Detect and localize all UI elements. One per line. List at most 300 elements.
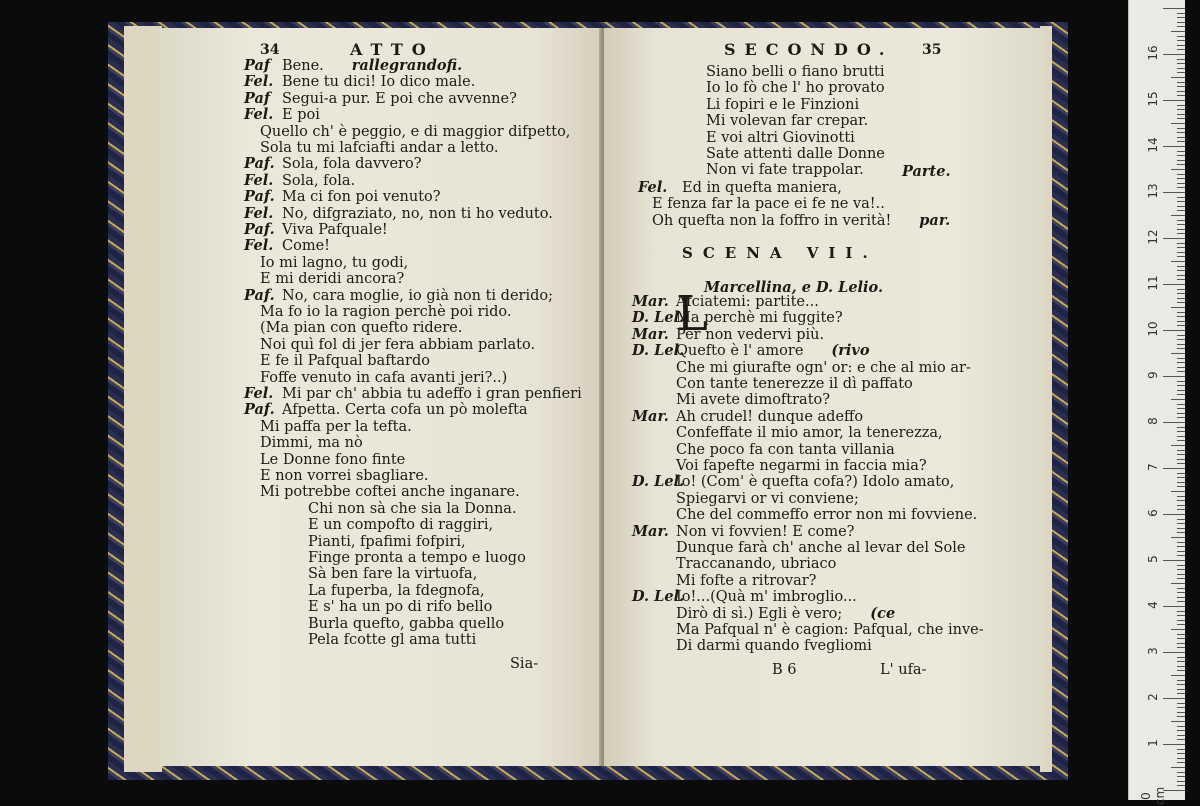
line-text: Pela fcotte gl ama tutti [308,632,477,648]
ruler-label: 1 [1146,739,1160,747]
ruler-tick [1177,592,1185,593]
ruler-tick [1177,22,1185,23]
line-text: Ma perchè mi fuggite? [676,310,843,327]
speaker-abbrev: Paf. [244,221,275,238]
text-line [632,392,830,408]
ruler-tick [1177,781,1185,782]
text-line [244,222,388,238]
text-line [244,550,526,566]
ruler-tick [1177,693,1185,694]
ruler-tick [1177,26,1185,27]
running-header-left: ATTO [350,40,435,59]
ruler-tick [1177,408,1185,409]
catchword-left: Sia- [510,656,539,672]
text-line [244,320,462,336]
text-line [244,452,405,468]
ruler-tick [1177,178,1185,179]
ruler-tick [1177,785,1185,786]
ruler-tick [1177,210,1185,211]
ruler-tick [1177,684,1185,685]
ruler-tick [1177,615,1185,616]
ruler-tick [1177,532,1185,533]
line-text: (Ma pian con quefto ridere. [260,320,463,337]
stage-direction-parte: Parte. [902,163,951,180]
ruler-tick [1177,482,1185,483]
ruler-tick [1177,321,1185,322]
line-text: Con tante tenerezze il dì paffato [676,376,913,392]
ruler-tick [1177,601,1185,602]
line-text: E poi [282,107,320,124]
ruler-tick [1177,266,1185,267]
ruler-tick [1177,762,1185,763]
line-text: La fuperba, la fdegnofa, [308,582,485,599]
text-line: E voi altri Giovinotti [706,129,855,146]
right-page [604,28,1044,766]
ruler-tick [1177,279,1185,280]
ruler-tick [1177,252,1185,253]
ruler-tick [1177,555,1185,556]
left-page-edges [124,26,162,772]
text-line [632,606,895,622]
ruler-tick [1177,275,1185,276]
ruler-tick [1177,160,1185,161]
ruler-tick [1177,703,1185,704]
ruler-tick [1177,86,1185,87]
text-line [244,353,430,369]
line-text: Afpetta. Certa cofa un pò molefta [282,402,528,419]
ruler-tick [1177,689,1185,690]
ruler-tick [1177,91,1185,92]
ruler-tick [1177,578,1185,579]
ruler-tick [1177,670,1185,671]
ruler-tick [1177,758,1185,759]
ruler-label: 3 [1146,647,1160,655]
text-line [244,74,475,90]
ruler-tick [1177,404,1185,405]
text-line [632,474,954,490]
line-text: Dimmi, ma nò [260,435,363,452]
line-text: Confeffate il mio amor, la tenerezza, [676,425,943,442]
ruler-tick [1177,680,1185,681]
ruler-tick [1177,496,1185,497]
ruler-tick [1177,312,1185,313]
line-text: Afciatemi: partite... [676,294,819,310]
ruler-tick [1177,542,1185,543]
text-line [244,58,462,74]
ruler-tick [1171,445,1185,446]
ruler-tick [1177,450,1185,451]
ruler-tick [1177,325,1185,326]
text-line: Mi volevan far crepar. [706,113,869,130]
ruler-tick [1177,17,1185,18]
ruler-label: 12 [1146,229,1160,245]
line-text: Ma ci fon poi venuto? [282,189,441,206]
speaker-abbrev: Mar. [632,325,669,343]
ruler-tick [1177,298,1185,299]
text-line [244,107,320,123]
ruler-label: 7 [1146,463,1160,471]
ruler-tick [1177,574,1185,575]
line-text: Le Donne fono finte [260,451,406,468]
ruler-tick [1177,105,1185,106]
speaker-abbrev: Fel. [244,204,274,222]
line-text: E non vorrei sbagliare. [260,468,429,484]
line-text: No, difgraziato, no, non ti ho veduto. [282,205,553,222]
signature-mark: B 6 [772,662,797,678]
ruler-label: 8 [1146,417,1160,425]
text-line [244,156,421,172]
ruler-tick [1171,537,1185,538]
ruler-tick [1177,63,1185,64]
line-text: Ah crudel! dunque adeffo [676,408,864,425]
ruler-label: 6 [1146,509,1160,517]
text-line [632,589,857,605]
ruler-tick [1177,509,1185,510]
line-text: Oh quefta non la foffro in verità! [652,212,892,229]
ruler-tick [1177,413,1185,414]
line-text: Dirò di sì.) Egli è vero; [676,605,843,622]
line-text: E fenza far la pace ei fe ne va!.. [652,196,885,213]
line-text: Sola, fola davvero? [282,156,422,173]
line-text: Quello ch' è peggio, e di maggior difpetto, [260,123,571,140]
ruler-tick [1177,233,1185,234]
text-line [244,271,404,287]
ruler-tick [1177,289,1185,290]
ruler-tick [1177,362,1185,363]
ruler-tick [1177,137,1185,138]
ruler-tick [1177,95,1185,96]
speaker-abbrev: Paf. [244,401,275,419]
ruler-tick [1177,367,1185,368]
ruler-tick [1177,739,1185,740]
text-line: Sate attenti dalle Donne [706,146,885,162]
ruler-tick [1177,772,1185,773]
text-line [632,327,824,343]
ruler-tick [1177,657,1185,658]
ruler-tick [1177,597,1185,598]
line-text: E fe il Pafqual baftardo [260,353,430,370]
ruler-tick [1177,661,1185,662]
text-line: Non vi fate trappolar. [706,162,864,179]
ruler-tick [1163,468,1185,469]
ruler-tick [1177,519,1185,520]
ruler-tick [1163,284,1185,285]
ruler-tick [1177,371,1185,372]
text-line [244,91,517,107]
ruler-tick [1177,427,1185,428]
ruler-tick [1177,620,1185,621]
ruler-tick [1177,118,1185,119]
text-line [632,507,977,523]
ruler-tick [1163,100,1185,101]
text-line [244,337,535,353]
text-line [244,206,553,222]
text-line [632,376,913,392]
ruler-tick [1177,473,1185,474]
ruler-tick [1171,169,1185,170]
page-number-right: 35 [922,42,942,58]
text-line [632,294,819,310]
ruler-tick [1171,491,1185,492]
text-line [632,573,816,589]
ruler-tick [1177,666,1185,667]
ruler-tick [1177,624,1185,625]
speaker-abbrev: Fel. [638,179,668,196]
ruler-tick [1177,151,1185,152]
ruler-tick [1171,399,1185,400]
line-text: Spiegarvi or vi conviene; [676,490,859,507]
catchword-right: L' ufa- [880,662,927,678]
ruler-label: 10 [1146,321,1160,337]
speaker-abbrev: Paf [244,89,271,107]
ruler-tick [1163,376,1185,377]
text-line [244,583,485,599]
text-line [244,517,493,533]
ruler-tick [1177,82,1185,83]
speaker-abbrev: Mar. [632,293,669,310]
text-line: Io lo fò che l' ho provato [706,80,885,97]
ruler-tick [1177,293,1185,294]
line-text: Dunque farà ch' anche al levar del Sole [676,540,966,556]
ruler-tick [1177,339,1185,340]
running-header-right: SECONDO. [724,40,894,59]
text-line [244,484,520,500]
ruler-tick [1177,569,1185,570]
ruler-tick [1177,546,1185,547]
ruler-tick [1177,749,1185,750]
line-text: Burla quefto, gabba quello [308,615,505,632]
ruler-tick [1177,302,1185,303]
text-line [632,425,943,441]
ruler-tick [1177,500,1185,501]
ruler-tick [1177,164,1185,165]
ruler-tick [1171,307,1185,308]
ruler-tick [1177,114,1185,115]
ruler-tick [1171,721,1185,722]
ruler-tick [1177,707,1185,708]
line-text: Non vi fovvien! E come? [676,523,855,540]
line-text: Mi paffa per la tefta. [260,418,412,435]
ruler-label: 5 [1146,555,1160,563]
ruler-tick [1177,551,1185,552]
speaker-abbrev: Fel. [244,73,274,91]
text-line [244,616,504,632]
text-line: Siano belli o fiano brutti [706,64,885,80]
text-line [244,189,441,205]
line-text: Viva Pafquale! [282,222,388,238]
ruler-tick [1163,192,1185,193]
speaker-abbrev: Mar. [632,522,669,540]
speaker-abbrev: Fel. [244,385,274,402]
ruler-tick [1177,348,1185,349]
ruler-tick [1177,109,1185,110]
text-line [638,213,950,229]
text-line [244,238,330,254]
ruler-tick [1163,422,1185,423]
ruler-tick [1163,54,1185,55]
ruler-tick [1171,353,1185,354]
ruler-tick [1171,215,1185,216]
ruler-tick [1177,776,1185,777]
ruler-tick [1163,652,1185,653]
line-text: Mi fofte a ritrovar? [676,572,817,589]
ruler-tick [1177,394,1185,395]
line-text: Di darmi quando fvegliomi [676,638,872,655]
ruler-tick [1177,735,1185,736]
page-number-left: 34 [260,42,280,58]
ruler-label: 9 [1146,371,1160,379]
text-line [244,288,553,304]
line-text: Ma fo io la ragion perchè poi rido. [260,304,512,320]
ruler-tick [1177,45,1185,46]
ruler-tick [1177,206,1185,207]
speaker-abbrev: D. Lel. [632,588,685,606]
text-line [244,173,355,189]
ruler-tick [1177,454,1185,455]
speaker-abbrev: Paf. [244,286,275,304]
ruler-tick [1177,13,1185,14]
text-line [244,632,476,648]
ruler-tick [1177,477,1185,478]
ruler-tick [1163,560,1185,561]
ruler-tick [1171,583,1185,584]
text-line [632,409,863,425]
text-line [632,442,895,458]
ruler-tick [1177,730,1185,731]
ruler-tick [1163,8,1185,9]
line-text: Pianti, fpafimi fofpiri, [308,533,466,550]
ruler-tick [1177,155,1185,156]
line-text: Foffe venuto in cafa avanti jeri?..) [260,369,508,386]
ruler-tick [1171,767,1185,768]
ruler-tick [1177,643,1185,644]
speaker-abbrev: D. Lel. [632,309,685,327]
ruler-tick [1177,243,1185,244]
text-line [244,304,511,320]
ruler-tick [1171,77,1185,78]
stage-aside: (ce [870,604,896,622]
text-line [632,360,971,376]
ruler-label: 11 [1146,275,1160,291]
speaker-abbrev: Paf. [244,188,275,206]
ruler-tick [1177,753,1185,754]
ruler-tick [1177,726,1185,727]
text-line [632,458,927,474]
line-text: Segui-a pur. E poi che avvenne? [282,90,517,107]
line-text: Bene. [282,58,324,74]
line-text: E s' ha un po di rifo bello [308,599,493,616]
ruler-tick [1177,431,1185,432]
line-text: E un compofto di raggiri, [308,517,494,534]
ruler-tick [1171,629,1185,630]
ruler-tick [1177,647,1185,648]
ruler-tick [1163,238,1185,239]
ruler-tick [1177,440,1185,441]
line-text: Bene tu dici! Io dico male. [282,74,476,91]
ruler-tick [1177,128,1185,129]
line-text: Sola tu mi lafciafti andar a letto. [260,140,499,156]
text-line [244,566,477,582]
ruler-tick [1177,463,1185,464]
ruler-tick [1177,72,1185,73]
character-list: Marcellina, e D. Lelio. [704,279,884,296]
text-line [632,310,843,326]
drop-cap-L: L [676,286,708,342]
line-text: Voi fapefte negarmi in faccia mia? [676,458,927,474]
line-text: Sola, fola. [282,172,356,189]
text-line [244,255,408,271]
text-line [632,540,965,556]
ruler-tick [1171,31,1185,32]
ruler-tick [1177,247,1185,248]
ruler-tick [1177,486,1185,487]
speaker-abbrev: Paf [244,57,271,74]
ruler-tick [1177,565,1185,566]
line-text: Noi quì fol di jer fera abbiam parlato. [260,336,536,353]
ruler-tick [1163,514,1185,515]
text-line [244,370,507,386]
line-text: Traccanando, ubriaco [676,556,837,573]
line-text: Come! [282,238,330,255]
cm-ruler [1128,0,1185,806]
ruler-tick [1177,390,1185,391]
text-line [244,534,466,550]
text-line [244,140,498,156]
ruler-tick [1163,744,1185,745]
ruler-tick [1177,381,1185,382]
ruler-label: 13 [1146,183,1160,199]
ruler-tick [1177,316,1185,317]
line-text: Finge pronta a tempo e luogo [308,550,526,566]
ruler-tick [1177,183,1185,184]
line-text: Mi avete dimoftrato? [676,392,831,409]
line-text: E mi deridi ancora? [260,271,405,288]
text-line [632,491,859,507]
text-line [632,638,872,654]
line-text: Che poco fa con tanta villania [676,441,895,458]
line-text: Ma Pafqual n' è cagion: Pafqual, che inve- [676,622,984,638]
ruler-tick [1177,436,1185,437]
ruler-tick [1177,197,1185,198]
ruler-tick [1171,675,1185,676]
ruler-tick [1163,330,1185,331]
text-line [244,402,528,418]
ruler-tick [1177,588,1185,589]
ruler-tick [1177,358,1185,359]
stage-aside: par. [919,211,951,229]
ruler-tick [1177,224,1185,225]
ruler-label: 2 [1146,693,1160,701]
speaker-abbrev: D. Lel. [632,342,685,360]
text-line [632,524,854,540]
ruler-tick [1177,344,1185,345]
ruler-tick [1177,187,1185,188]
text-line [638,196,885,212]
line-text: Chi non sà che sia la Donna. [308,500,517,517]
ruler-tick [1177,385,1185,386]
text-line [244,501,517,517]
text-line: Li fopiri e le Finzioni [706,96,860,113]
ruler-tick [1177,335,1185,336]
ruler-tick [1177,36,1185,37]
stage-aside: rallegrandofi. [351,57,463,74]
line-text: Io mi lagno, tu godi, [260,254,409,271]
line-text: Per non vedervi più. [676,326,825,343]
ruler-tick [1171,261,1185,262]
ruler-tick [1177,49,1185,50]
speaker-abbrev: Fel. [244,237,274,255]
ruler-tick [1177,634,1185,635]
